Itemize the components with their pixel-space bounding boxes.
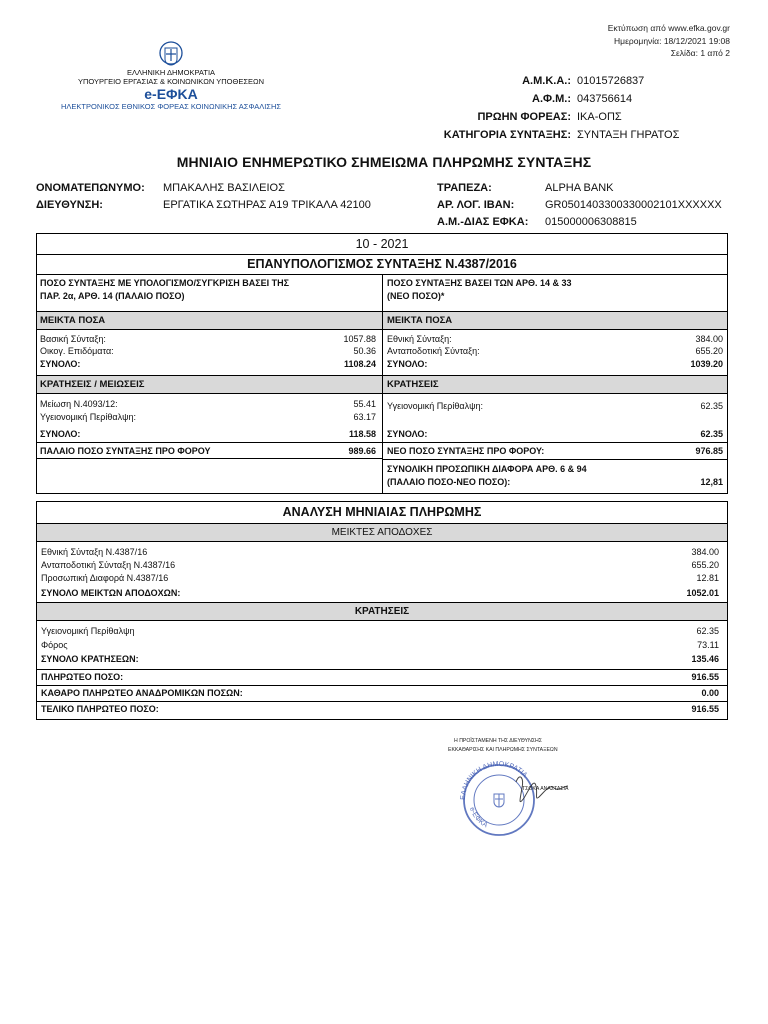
right-gross-label: ΜΕΙΚΤΑ ΠΟΣΑ xyxy=(387,315,453,326)
person-value: ΜΠΑΚΑΛΗΣ ΒΑΣΙΛΕΙΟΣ xyxy=(163,182,285,194)
page-title: ΜΗΝΙΑΙΟ ΕΝΗΜΕΡΩΤΙΚΟ ΣΗΜΕΙΩΜΑ ΠΛΗΡΩΜΗΣ ΣΥΝΤΑΞΗΣ xyxy=(176,154,592,170)
deductions-total-label: ΣΥΝΟΛΟ ΚΡΑΤΗΣΕΩΝ: xyxy=(41,654,139,664)
person-label: ΤΡΑΠΕΖΑ: xyxy=(437,182,492,194)
efka-id-row xyxy=(437,214,722,231)
person-value: GR0501403300330002101XXXXXX xyxy=(545,199,722,211)
old-amount-value: 989.66 xyxy=(348,446,376,456)
person-address-row xyxy=(36,197,371,214)
analysis-box xyxy=(36,501,728,720)
gross-earnings-label: ΜΕΙΚΤΕΣ ΑΠΟΔΟΧΕΣ xyxy=(331,527,433,538)
print-date: Ημερομηνία: 18/12/2021 19:08 xyxy=(614,35,730,46)
deduction-item-label: Φόρος xyxy=(41,640,68,650)
right-header-2: (ΝΕΟ ΠΟΣΟ)* xyxy=(387,291,445,301)
right-deductions-total-value: 62.35 xyxy=(700,429,723,439)
logo-line-2: ΥΠΟΥΡΓΕΙΟ ΕΡΓΑΣΙΑΣ & ΚΟΙΝΩΝΙΚΩΝ ΥΠΟΘΕΣΕΩΝ xyxy=(77,77,265,86)
left-deduction-item-value: 63.17 xyxy=(353,412,376,422)
left-header-1: ΠΟΣΟ ΣΥΝΤΑΞΗΣ ΜΕ ΥΠΟΛΟΓΙΣΜΟ/ΣΥΓΚΡΙΣΗ ΒΑΣΕΙ ΤΗΣ xyxy=(40,278,290,288)
person-label: ΔΙΕΥΘΥΝΣΗ: xyxy=(36,199,103,211)
recalculation-box xyxy=(36,233,728,494)
id-afm xyxy=(420,90,679,108)
person-label: Α.Μ.-ΔΙΑΣ ΕΦΚΑ: xyxy=(437,216,529,228)
right-deductions-label: ΚΡΑΤΗΣΕΙΣ xyxy=(387,379,439,390)
signature-line-1: Η ΠΡΟΪΣΤΑΜΕΝΗ ΤΗΣ ΔΙΕΥΘΥΝΣΗΣ xyxy=(454,738,542,744)
gross-item-label: Εθνική Σύνταξη Ν.4387/16 xyxy=(41,547,148,557)
right-deduction-item-value: 62.35 xyxy=(700,401,723,411)
diff-label-2: (ΠΑΛΑΙΟ ΠΟΣΟ-ΝΕΟ ΠΟΣΟ): xyxy=(387,477,511,487)
id-value: ΙΚΑ-ΟΠΣ xyxy=(577,111,622,123)
left-gross-total-label: ΣΥΝΟΛΟ: xyxy=(40,359,81,369)
right-gross-total-label: ΣΥΝΟΛΟ: xyxy=(387,359,428,369)
deduction-item-value: 62.35 xyxy=(696,626,719,636)
right-gross-item-label: Εθνική Σύνταξη: xyxy=(387,334,452,344)
id-value: ΣΥΝΤΑΞΗ ΓΗΡΑΤΟΣ xyxy=(577,129,680,141)
printed-from: Εκτύπωση από www.efka.gov.gr xyxy=(607,23,730,33)
person-info-left xyxy=(36,180,371,214)
person-value: 015000006308815 xyxy=(545,216,637,228)
deduction-item-label: Υγειονομική Περίθαλψη xyxy=(41,626,135,636)
signatory-name: ΤΣΟΚΑ ΑΝΑΣΤΑΣΙΑ xyxy=(522,786,569,792)
signature-line-2: ΕΚΚΑΘΑΡΙΣΗΣ ΚΑΙ ΠΛΗΡΩΜΗΣ ΣΥΝΤΑΞΕΩΝ xyxy=(448,747,558,753)
brand-name: e-ΕΦΚΑ xyxy=(144,86,198,102)
svg-text:e-ΕΦΚΑ xyxy=(468,806,489,829)
person-label: ΟΝΟΜΑΤΕΠΩΝΥΜΟ: xyxy=(36,182,145,194)
final-value: 916.55 xyxy=(691,704,719,714)
left-deduction-item-value: 55.41 xyxy=(353,399,376,409)
left-gross-total-value: 1108.24 xyxy=(343,359,376,369)
payable-label: ΠΛΗΡΩΤΕΟ ΠΟΣΟ: xyxy=(41,672,124,682)
id-label: ΠΡΩΗΝ ΦΟΡΕΑΣ: xyxy=(477,111,571,123)
deduction-item-value: 73.11 xyxy=(697,640,719,650)
right-header-1: ΠΟΣΟ ΣΥΝΤΑΞΗΣ ΒΑΣΕΙ ΤΩΝ ΑΡΘ. 14 & 33 xyxy=(387,278,572,288)
bank-row xyxy=(437,180,722,197)
person-value: ALPHA BANK xyxy=(545,182,614,194)
left-header-2: ΠΑΡ. 2α, ΑΡΘ. 14 (ΠΑΛΑΙΟ ΠΟΣΟ) xyxy=(40,291,185,301)
gross-total-value: 1052.01 xyxy=(686,588,719,598)
gross-item-value: 384.00 xyxy=(691,547,719,557)
retroactive-label: ΚΑΘΑΡΟ ΠΛΗΡΩΤΕΟ ΑΝΑΔΡΟΜΙΚΩΝ ΠΟΣΩΝ: xyxy=(41,688,243,698)
period: 10 - 2021 xyxy=(355,237,409,251)
gross-item-label: Ανταποδοτική Σύνταξη Ν.4387/16 xyxy=(41,560,176,570)
identifiers-block xyxy=(420,72,679,144)
left-gross-item-label: Οικογ. Επιδόματα: xyxy=(40,346,114,356)
analysis-title: ΑΝΑΛΥΣΗ ΜΗΝΙΑΙΑΣ ΠΛΗΡΩΜΗΣ xyxy=(282,505,482,519)
person-value: ΕΡΓΑΤΙΚΑ ΣΩΤΗΡΑΣ Α19 ΤΡΙΚΑΛΑ 42100 xyxy=(163,199,371,211)
iban-row xyxy=(437,197,722,214)
id-former-fund xyxy=(420,108,679,126)
print-info xyxy=(608,22,730,60)
left-gross-item-value: 1057.88 xyxy=(343,334,376,344)
official-stamp-icon xyxy=(448,728,598,838)
left-deductions-total-value: 118.58 xyxy=(348,429,376,439)
id-pension-category xyxy=(420,126,679,144)
left-deduction-item-label: Μείωση Ν.4093/12: xyxy=(40,399,118,409)
person-info-right xyxy=(437,180,722,231)
right-gross-total-value: 1039.20 xyxy=(690,359,723,369)
gross-item-label: Προσωπική Διαφορά Ν.4387/16 xyxy=(41,573,169,583)
payable-value: 916.55 xyxy=(691,672,719,682)
left-gross-label: ΜΕΙΚΤΑ ΠΟΣΑ xyxy=(40,315,106,326)
id-amka xyxy=(420,72,679,90)
stamp-text-top: ΕΛΛΗΝΙΚΗ ΔΗΜΟΚΡΑΤΙΑ xyxy=(459,760,529,801)
right-gross-item-value: 384.00 xyxy=(695,334,723,344)
right-deductions-total-label: ΣΥΝΟΛΟ: xyxy=(387,429,428,439)
new-amount-value: 976.85 xyxy=(695,446,723,456)
left-deductions-label: ΚΡΑΤΗΣΕΙΣ / ΜΕΙΩΣΕΙΣ xyxy=(40,379,145,390)
id-label: Α.Μ.Κ.Α.: xyxy=(522,75,571,87)
left-deductions-total-label: ΣΥΝΟΛΟ: xyxy=(40,429,81,439)
logo-line-1: ΕΛΛΗΝΙΚΗ ΔΗΜΟΚΡΑΤΙΑ xyxy=(126,68,216,77)
diff-value: 12,81 xyxy=(700,477,723,487)
logo-block xyxy=(56,40,286,111)
new-amount-label: ΝΕΟ ΠΟΣΟ ΣΥΝΤΑΞΗΣ ΠΡΟ ΦΟΡΟΥ: xyxy=(387,446,545,456)
greek-emblem-icon xyxy=(158,40,184,66)
retroactive-value: 0.00 xyxy=(701,688,719,698)
gross-item-value: 655.20 xyxy=(691,560,719,570)
id-label: Α.Φ.Μ.: xyxy=(532,93,571,105)
person-label: ΑΡ. ΛΟΓ. IBAN: xyxy=(437,199,515,211)
left-deduction-item-label: Υγειονομική Περίθαλψη: xyxy=(40,412,137,422)
person-name-row xyxy=(36,180,371,197)
page-number: Σελίδα: 1 από 2 xyxy=(670,48,730,58)
gross-total-label: ΣΥΝΟΛΟ ΜΕΙΚΤΩΝ ΑΠΟΔΟΧΩΝ: xyxy=(41,588,181,598)
final-label: ΤΕΛΙΚΟ ΠΛΗΡΩΤΕΟ ΠΟΣΟ: xyxy=(41,704,159,714)
id-value: 043756614 xyxy=(577,93,633,105)
logo-line-3: ΗΛΕΚΤΡΟΝΙΚΟΣ ΕΘΝΙΚΟΣ ΦΟΡΕΑΣ ΚΟΙΝΩΝΙΚΗΣ ΑΣΦΑΛΙΣΗΣ xyxy=(60,102,281,111)
diff-label-1: ΣΥΝΟΛΙΚΗ ΠΡΟΣΩΠΙΚΗ ΔΙΑΦΟΡΑ ΑΡΘ. 6 & 94 xyxy=(387,464,587,474)
right-deduction-item-label: Υγειονομική Περίθαλψη: xyxy=(387,401,484,411)
id-label: ΚΑΤΗΓΟΡΙΑ ΣΥΝΤΑΞΗΣ: xyxy=(443,129,571,141)
old-amount-label: ΠΑΛΑΙΟ ΠΟΣΟ ΣΥΝΤΑΞΗΣ ΠΡΟ ΦΟΡΟΥ xyxy=(40,446,211,456)
right-gross-item-label: Ανταποδοτική Σύνταξη: xyxy=(387,346,480,356)
left-gross-item-label: Βασική Σύνταξη: xyxy=(40,334,106,344)
deductions-total-value: 135.46 xyxy=(691,654,719,664)
signature-stamp xyxy=(448,728,598,838)
id-value: 01015726837 xyxy=(577,75,645,87)
deductions-label: ΚΡΑΤΗΣΕΙΣ xyxy=(354,606,410,617)
gross-item-value: 12.81 xyxy=(696,573,719,583)
stamp-text-bottom: e-ΕΦΚΑ xyxy=(468,806,489,830)
left-gross-item-value: 50.36 xyxy=(353,346,376,356)
recalc-title: ΕΠΑΝΥΠΟΛΟΓΙΣΜΟΣ ΣΥΝΤΑΞΗΣ Ν.4387/2016 xyxy=(247,257,517,271)
right-gross-item-value: 655.20 xyxy=(695,346,723,356)
